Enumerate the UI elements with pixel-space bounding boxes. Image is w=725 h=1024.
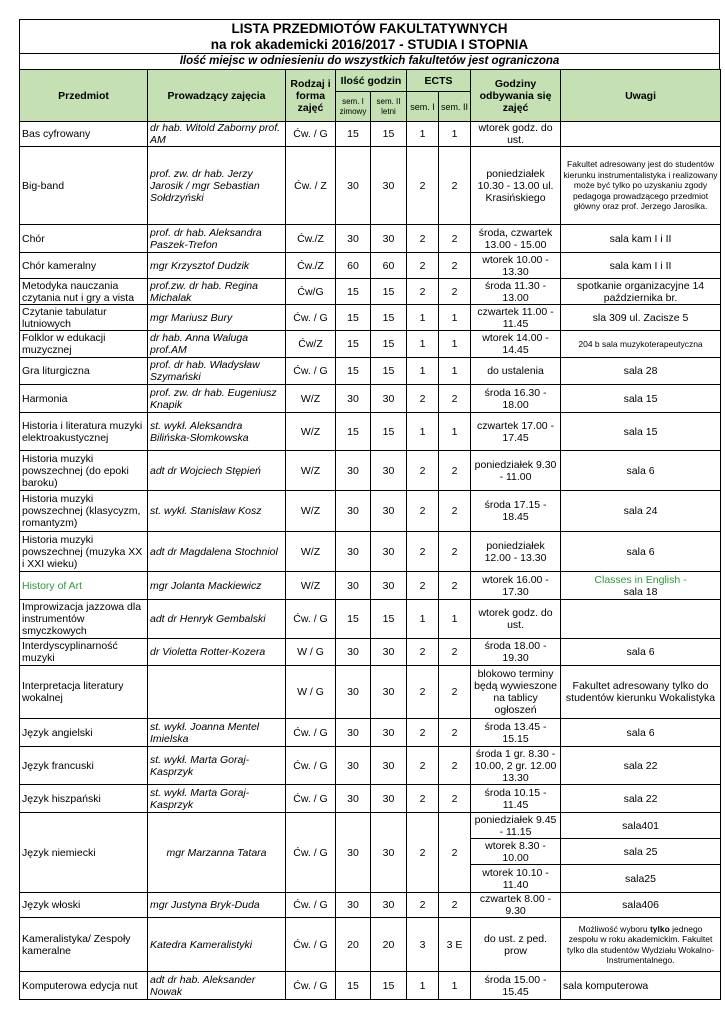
- subject-cell: Język włoski: [20, 893, 148, 918]
- note-cell: sala kam I i II: [561, 253, 721, 279]
- hours-sem1-cell: 15: [336, 305, 371, 331]
- table-row: [20, 813, 721, 839]
- note-room: sala 18: [623, 585, 658, 598]
- form-cell: Ćw./Z: [286, 225, 336, 253]
- subject-cell: Historia muzyki powszechnej (klasycyzm, romantyzm): [20, 491, 148, 532]
- table-row: [20, 600, 721, 639]
- table-row: [20, 572, 721, 600]
- ects-sem2-cell: 1: [439, 122, 471, 147]
- table-row: [20, 225, 721, 253]
- table-row: [20, 918, 721, 972]
- subject-cell: Chór: [20, 225, 148, 253]
- subjects-table: [19, 69, 721, 1000]
- ects-sem2-cell: 2: [439, 225, 471, 253]
- note-cell: sala 15: [561, 413, 721, 451]
- ects-sem2-cell: 2: [439, 719, 471, 747]
- subject-cell: Harmonia: [20, 385, 148, 413]
- subject-cell: Bas cyfrowany: [20, 122, 148, 147]
- form-cell: Ćw/Z: [286, 331, 336, 358]
- hours-sem1-cell: 30: [336, 385, 371, 413]
- lecturer-cell: adt dr Wojciech Stępień: [148, 451, 286, 491]
- subject-cell: Język francuski: [20, 747, 148, 785]
- form-cell: W/Z: [286, 491, 336, 532]
- note-cell: sala 24: [561, 491, 721, 532]
- ects-sem2-cell: 2: [439, 666, 471, 719]
- hours-sem2-cell: 30: [371, 719, 407, 747]
- note-cell: sala komputerowa: [561, 972, 721, 1000]
- title-line-1: LISTA PRZEDMIOTÓW FAKULTATYWNYCH: [231, 21, 508, 36]
- form-cell: Ćw. / G: [286, 600, 336, 639]
- hours-sem2-cell: 30: [371, 225, 407, 253]
- subject-cell: Czytanie tabulatur lutniowych: [20, 305, 148, 331]
- ects-sem2-cell: 1: [439, 972, 471, 1000]
- form-cell: W / G: [286, 666, 336, 719]
- hours-sem2-cell: 30: [371, 785, 407, 813]
- schedule-cell: czwartek 17.00 - 17.45: [471, 413, 561, 451]
- schedule-cell: środa 10.15 - 11.45: [471, 785, 561, 813]
- hours-sem1-cell: 15: [336, 600, 371, 639]
- hours-sem1-cell: 60: [336, 253, 371, 279]
- schedule-cell: poniedziałek 12.00 - 13.30: [471, 532, 561, 572]
- form-cell: Ćw/G: [286, 279, 336, 305]
- ects-sem1-cell: 2: [407, 491, 439, 532]
- ects-sem1-cell: 2: [407, 719, 439, 747]
- ects-sem2-cell: 1: [439, 358, 471, 385]
- form-cell: Ćw. / G: [286, 893, 336, 918]
- lecturer-cell: st. wykł. Stanisław Kosz: [148, 491, 286, 532]
- note-cell: sala kam I i II: [561, 225, 721, 253]
- schedule-cell: wtorek godz. do ust.: [471, 600, 561, 639]
- hours-sem1-cell: 30: [336, 893, 371, 918]
- schedule-cell: środa 1 gr. 8.30 - 10.00, 2 gr. 12.00 13.30: [471, 747, 561, 785]
- ects-sem1-cell: 2: [407, 747, 439, 785]
- ects-sem2-cell: 2: [439, 491, 471, 532]
- hours-sem2-cell: 15: [371, 413, 407, 451]
- hours-sem2-cell: 15: [371, 331, 407, 358]
- hours-sem1-cell: 20: [336, 918, 371, 972]
- hours-sem2-cell: 30: [371, 747, 407, 785]
- form-cell: W / G: [286, 639, 336, 666]
- schedule-cell: środa 13.45 - 15.15: [471, 719, 561, 747]
- header-subject: Przedmiot: [20, 70, 148, 122]
- ects-sem1-cell: 1: [407, 972, 439, 1000]
- subject-cell: Kameralistyka/ Zespoły kameralne: [20, 918, 148, 972]
- lecturer-cell: st. wykł. Aleksandra Bilińska-Słomkowska: [148, 413, 286, 451]
- table-row: [20, 785, 721, 813]
- schedule-cell: środa, czwartek 13.00 - 15.00: [471, 225, 561, 253]
- ects-sem1-cell: 2: [407, 279, 439, 305]
- lecturer-cell: dr hab. Anna Waluga prof.AM: [148, 331, 286, 358]
- table-row: [20, 305, 721, 331]
- hours-sem1-cell: 15: [336, 413, 371, 451]
- subject-cell: Improwizacja jazzowa dla instrumentów smyczkowych: [20, 600, 148, 639]
- form-cell: Ćw. / Z: [286, 147, 336, 225]
- lecturer-cell: mgr Krzysztof Dudzik: [148, 253, 286, 279]
- ects-sem2-cell: 2: [439, 279, 471, 305]
- ects-sem2-cell: 2: [439, 893, 471, 918]
- hours-sem1-cell: 30: [336, 491, 371, 532]
- table-row: [20, 972, 721, 1000]
- lecturer-cell: [148, 666, 286, 719]
- header-sem1-ects: sem. I: [407, 92, 439, 122]
- ects-sem2-cell: 2: [439, 451, 471, 491]
- schedule-cell: poniedziałek 9.30 - 11.00: [471, 451, 561, 491]
- ects-sem2-cell: 1: [439, 305, 471, 331]
- hours-sem1-cell: 15: [336, 972, 371, 1000]
- header-sem2-ects: sem. II: [439, 92, 471, 122]
- form-cell: W/Z: [286, 572, 336, 600]
- table-row: [20, 747, 721, 785]
- hours-sem2-cell: 30: [371, 491, 407, 532]
- note-text-end: jednego zespołu w roku akademickim. Fakultet tylko dla studentów Wydziału Wokalno-Instrumentalnego.: [566, 923, 715, 965]
- note-cell: sala25: [561, 865, 721, 893]
- header-sem2-hours: sem. II letni: [371, 92, 407, 122]
- ects-sem2-cell: 2: [439, 532, 471, 572]
- hours-sem2-cell: 15: [371, 305, 407, 331]
- ects-sem1-cell: 1: [407, 413, 439, 451]
- table-body: [20, 122, 721, 1000]
- ects-sem1-cell: 2: [407, 385, 439, 413]
- ects-sem1-cell: 2: [407, 785, 439, 813]
- lecturer-cell: dr hab. Witold Zaborny prof. AM: [148, 122, 286, 147]
- table-row: [20, 385, 721, 413]
- subject-cell: Interdyscyplinarność muzyki: [20, 639, 148, 666]
- table-row: [20, 358, 721, 385]
- note-english-label: Classes in English -: [594, 573, 687, 586]
- hours-sem2-cell: 15: [371, 279, 407, 305]
- hours-sem1-cell: 30: [336, 639, 371, 666]
- lecturer-cell: prof. dr hab. Władysław Szymański: [148, 358, 286, 385]
- schedule-cell: czwartek 8.00 - 9.30: [471, 893, 561, 918]
- form-cell: Ćw. / G: [286, 358, 336, 385]
- subject-cell: Folklor w edukacji muzycznej: [20, 331, 148, 358]
- subject-cell: Komputerowa edycja nut: [20, 972, 148, 1000]
- ects-sem2-cell: 2: [439, 385, 471, 413]
- note-cell: [561, 572, 721, 600]
- table-row: [20, 413, 721, 451]
- hours-sem1-cell: 30: [336, 572, 371, 600]
- lecturer-cell: st. wykł. Marta Goraj-Kasprzyk: [148, 747, 286, 785]
- hours-sem2-cell: 15: [371, 358, 407, 385]
- lecturer-cell: mgr Justyna Bryk-Duda: [148, 893, 286, 918]
- hours-sem1-cell: 15: [336, 122, 371, 147]
- lecturer-cell: adt dr Magdalena Stochniol: [148, 532, 286, 572]
- table-row: [20, 893, 721, 918]
- ects-sem1-cell: 1: [407, 600, 439, 639]
- hours-sem2-cell: 15: [371, 972, 407, 1000]
- ects-sem1-cell: 2: [407, 572, 439, 600]
- form-cell: Ćw. / G: [286, 972, 336, 1000]
- hours-sem1-cell: 30: [336, 747, 371, 785]
- table-row: [20, 279, 721, 305]
- ects-sem1-cell: 1: [407, 358, 439, 385]
- header-lecturer: Prowadzący zajęcia: [148, 70, 286, 122]
- ects-sem1-cell: 2: [407, 253, 439, 279]
- note-cell: [561, 122, 721, 147]
- form-cell: Ćw. / G: [286, 305, 336, 331]
- table-row: [20, 122, 721, 147]
- hours-sem1-cell: 30: [336, 225, 371, 253]
- note-cell: sala 28: [561, 358, 721, 385]
- ects-sem1-cell: 1: [407, 331, 439, 358]
- hours-sem2-cell: 15: [371, 600, 407, 639]
- note-cell: sala 22: [561, 747, 721, 785]
- form-cell: W/Z: [286, 385, 336, 413]
- ects-sem2-cell: 1: [439, 413, 471, 451]
- lecturer-cell: st. wykł. Joanna Mentel Imielska: [148, 719, 286, 747]
- schedule-cell: środa 15.00 - 15.45: [471, 972, 561, 1000]
- ects-sem2-cell: 3 E: [439, 918, 471, 972]
- subject-cell: Język hiszpański: [20, 785, 148, 813]
- ects-sem2-cell: 2: [439, 747, 471, 785]
- lecturer-cell: Katedra Kameralistyki: [148, 918, 286, 972]
- ects-sem1-cell: 3: [407, 918, 439, 972]
- note-cell: [561, 600, 721, 639]
- schedule-cell: wtorek 10.00 - 13.30: [471, 253, 561, 279]
- note-cell: Fakultet adresowany jest do studentów kierunku instrumentalistyka i realizowany może być tylko po uzyskaniu zgody pedagoga prowadzącego przedmiot główny oraz prof. Jerzego Jarosika.: [561, 147, 721, 225]
- header-notes: Uwagi: [561, 70, 721, 122]
- table-row: [20, 719, 721, 747]
- note-cell: sala406: [561, 893, 721, 918]
- form-cell: Ćw. / G: [286, 785, 336, 813]
- hours-sem1-cell: 30: [336, 785, 371, 813]
- subject-cell: Chór kameralny: [20, 253, 148, 279]
- header-ects: ECTS: [407, 70, 471, 92]
- schedule-cell: do ust. z ped. prow: [471, 918, 561, 972]
- ects-sem1-cell: 1: [407, 305, 439, 331]
- note-text-emphasis: tylko: [649, 923, 670, 934]
- hours-sem2-cell: 30: [371, 451, 407, 491]
- table-row: [20, 666, 721, 719]
- schedule-cell: wtorek 10.10 - 11.40: [471, 865, 561, 893]
- lecturer-cell: prof. dr hab. Aleksandra Paszek-Trefon: [148, 225, 286, 253]
- table-row: [20, 147, 721, 225]
- subject-cell: Interpretacja literatury wokalnej: [20, 666, 148, 719]
- note-cell: Fakultet adresowany tylko do studentów kierunku Wokalistyka: [561, 666, 721, 719]
- ects-sem2-cell: 1: [439, 600, 471, 639]
- hours-sem2-cell: 30: [371, 147, 407, 225]
- hours-sem2-cell: 30: [371, 572, 407, 600]
- note-cell: sala 6: [561, 719, 721, 747]
- form-cell: W/Z: [286, 413, 336, 451]
- lecturer-cell: adt dr Henryk Gembalski: [148, 600, 286, 639]
- lecturer-cell: mgr Mariusz Bury: [148, 305, 286, 331]
- table-row: [20, 331, 721, 358]
- hours-sem2-cell: 60: [371, 253, 407, 279]
- ects-sem1-cell: 1: [407, 122, 439, 147]
- lecturer-cell: mgr Jolanta Mackiewicz: [148, 572, 286, 600]
- hours-sem1-cell: 30: [336, 666, 371, 719]
- form-cell: W/Z: [286, 532, 336, 572]
- table-row: [20, 491, 721, 532]
- schedule-cell: środa 11.30 - 13.00: [471, 279, 561, 305]
- ects-sem2-cell: 1: [439, 331, 471, 358]
- note-cell: sla 309 ul. Zacisze 5: [561, 305, 721, 331]
- hours-sem2-cell: 15: [371, 122, 407, 147]
- note-cell: spotkanie organizacyjne 14 października br.: [561, 279, 721, 305]
- note-cell: sala 15: [561, 385, 721, 413]
- note-cell: [561, 918, 721, 972]
- lecturer-cell: prof. zw. dr hab. Jerzy Jarosik / mgr Sebastian Sołdrzyński: [148, 147, 286, 225]
- hours-sem2-cell: 30: [371, 532, 407, 572]
- note-text-start: Możliwość wyboru: [578, 923, 650, 934]
- hours-sem1-cell: 15: [336, 358, 371, 385]
- subject-cell: Historia i literatura muzyki elektroakustycznej: [20, 413, 148, 451]
- form-cell: W/Z: [286, 451, 336, 491]
- subject-cell: Gra liturgiczna: [20, 358, 148, 385]
- hours-sem1-cell: 30: [336, 451, 371, 491]
- schedule-cell: blokowo terminy będą wywieszone na tablicy ogłoszeń: [471, 666, 561, 719]
- form-cell: Ćw./Z: [286, 253, 336, 279]
- subject-cell: Historia muzyki powszechnej (do epoki baroku): [20, 451, 148, 491]
- hours-sem2-cell: 20: [371, 918, 407, 972]
- form-cell: Ćw. / G: [286, 122, 336, 147]
- schedule-cell: środa 17.15 - 18.45: [471, 491, 561, 532]
- subject-cell: Język angielski: [20, 719, 148, 747]
- ects-sem1-cell: 2: [407, 666, 439, 719]
- ects-sem1-cell: 2: [407, 813, 439, 893]
- note-cell: sala 22: [561, 785, 721, 813]
- ects-sem2-cell: 2: [439, 147, 471, 225]
- hours-sem2-cell: 30: [371, 893, 407, 918]
- hours-sem2-cell: 30: [371, 385, 407, 413]
- ects-sem2-cell: 2: [439, 572, 471, 600]
- document-page: [19, 19, 720, 1000]
- schedule-cell: poniedziałek 9.45 - 11.15: [471, 813, 561, 839]
- table-row: [20, 451, 721, 491]
- ects-sem2-cell: 2: [439, 639, 471, 666]
- lecturer-cell: st. wykł. Marta Goraj-Kasprzyk: [148, 785, 286, 813]
- note-cell: 204 b sala muzykoterapeutyczna: [561, 331, 721, 358]
- schedule-cell: środa 16.30 - 18.00: [471, 385, 561, 413]
- schedule-cell: wtorek 16.00 - 17.30: [471, 572, 561, 600]
- form-cell: Ćw. / G: [286, 747, 336, 785]
- schedule-cell: wtorek 8.30 - 10.00: [471, 839, 561, 865]
- schedule-cell: wtorek 14.00 - 14.45: [471, 331, 561, 358]
- subject-cell: History of Art: [20, 572, 148, 600]
- hours-sem1-cell: 30: [336, 813, 371, 893]
- table-row: [20, 639, 721, 666]
- hours-sem1-cell: 15: [336, 279, 371, 305]
- hours-sem1-cell: 30: [336, 719, 371, 747]
- schedule-cell: poniedziałek 10.30 - 13.00 ul. Krasińskiego: [471, 147, 561, 225]
- ects-sem1-cell: 2: [407, 893, 439, 918]
- ects-sem1-cell: 2: [407, 225, 439, 253]
- hours-sem2-cell: 30: [371, 639, 407, 666]
- header-sem1-hours: sem. I zimowy: [336, 92, 371, 122]
- hours-sem1-cell: 15: [336, 331, 371, 358]
- title-line-3: Ilość miejsc w odniesieniu do wszystkich fakultetów jest ograniczona: [20, 53, 719, 69]
- ects-sem2-cell: 2: [439, 813, 471, 893]
- header-form: Rodzaj i forma zajęć: [286, 70, 336, 122]
- hours-sem2-cell: 30: [371, 666, 407, 719]
- header-hours: Ilość godzin: [336, 70, 407, 92]
- table-row: [20, 253, 721, 279]
- note-cell: sala401: [561, 813, 721, 839]
- lecturer-cell: mgr Marzanna Tatara: [148, 813, 286, 893]
- table-row: [20, 532, 721, 572]
- ects-sem1-cell: 2: [407, 147, 439, 225]
- ects-sem1-cell: 2: [407, 451, 439, 491]
- ects-sem1-cell: 2: [407, 532, 439, 572]
- title-block: [19, 19, 720, 69]
- lecturer-cell: adt dr hab. Aleksander Nowak: [148, 972, 286, 1000]
- title-line-2: na rok akademicki 2016/2017 - STUDIA I STOPNIA: [210, 37, 529, 52]
- note-cell: sala 6: [561, 451, 721, 491]
- hours-sem1-cell: 30: [336, 147, 371, 225]
- form-cell: Ćw. / G: [286, 918, 336, 972]
- schedule-cell: środa 18.00 - 19.30: [471, 639, 561, 666]
- form-cell: Ćw. / G: [286, 719, 336, 747]
- ects-sem1-cell: 2: [407, 639, 439, 666]
- hours-sem2-cell: 30: [371, 813, 407, 893]
- subject-cell: Język niemiecki: [20, 813, 148, 893]
- ects-sem2-cell: 2: [439, 785, 471, 813]
- schedule-cell: czwartek 11.00 - 11.45: [471, 305, 561, 331]
- lecturer-cell: prof. zw. dr hab. Eugeniusz Knapik: [148, 385, 286, 413]
- subject-cell: Metodyka nauczania czytania nut i gry a vista: [20, 279, 148, 305]
- header-schedule: Godziny odbywania się zajęć: [471, 70, 561, 122]
- hours-sem1-cell: 30: [336, 532, 371, 572]
- schedule-cell: do ustalenia: [471, 358, 561, 385]
- note-cell: sala 6: [561, 639, 721, 666]
- lecturer-cell: prof.zw. dr hab. Regina Michalak: [148, 279, 286, 305]
- subject-cell: Historia muzyki powszechnej (muzyka XX i XXI wieku): [20, 532, 148, 572]
- ects-sem2-cell: 2: [439, 253, 471, 279]
- subject-cell: Big-band: [20, 147, 148, 225]
- lecturer-cell: dr Violetta Rotter-Kozera: [148, 639, 286, 666]
- note-cell: sala 6: [561, 532, 721, 572]
- form-cell: Ćw. / G: [286, 813, 336, 893]
- note-cell: sala 25: [561, 839, 721, 865]
- schedule-cell: wtorek godz. do ust.: [471, 122, 561, 147]
